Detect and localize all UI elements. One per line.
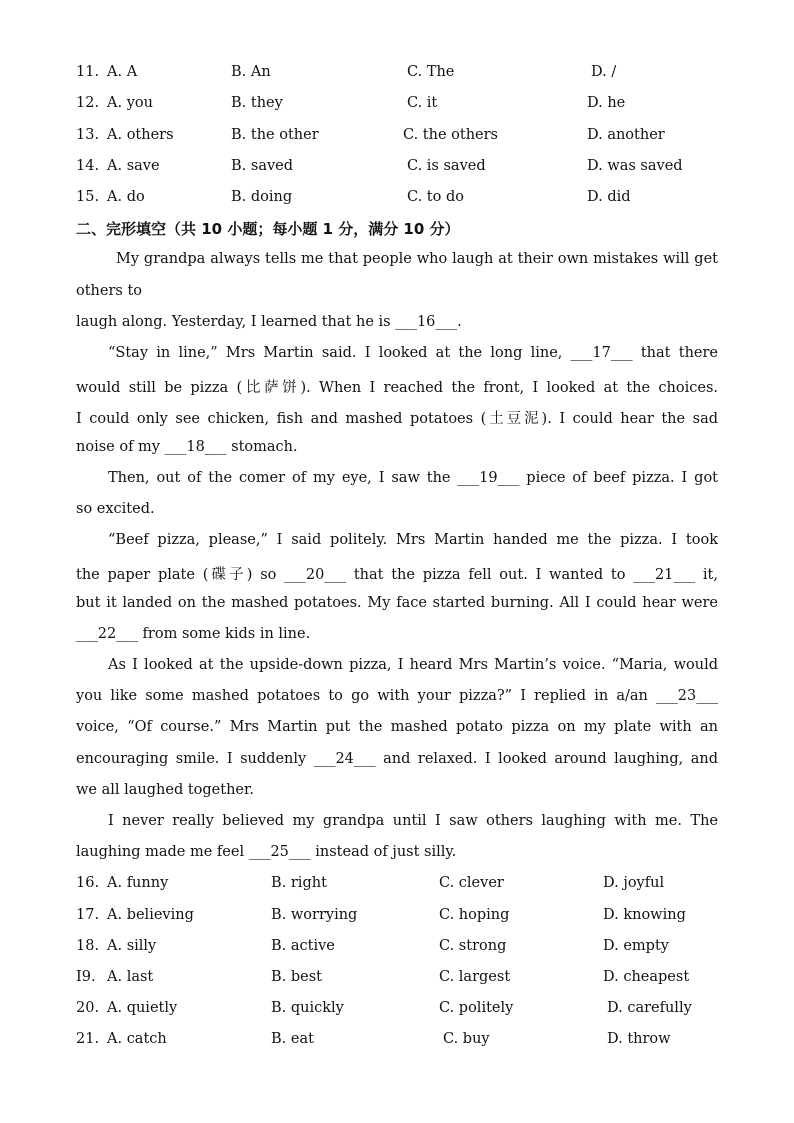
- option-d: D. joyful: [603, 875, 665, 891]
- question-15: [76, 189, 756, 211]
- option-a: A. last: [107, 969, 154, 985]
- option-d: D. another: [587, 127, 665, 143]
- option-d: D. empty: [603, 938, 669, 954]
- option-a: A. quietly: [107, 1000, 178, 1016]
- passage-line: we all laughed together.: [76, 782, 254, 798]
- passage-line: “Beef pizza, please,” I said politely. Mrs Martin handed me the pizza. I took: [108, 532, 718, 548]
- passage-line: you like some mashed potatoes to go with your pizza?” I replied in a/an ___23___: [76, 688, 718, 704]
- option-a: A. catch: [107, 1031, 167, 1047]
- option-a: A. A: [107, 64, 138, 80]
- option-c: C. The: [407, 64, 455, 80]
- option-a: A. silly: [107, 938, 157, 954]
- option-b: B. they: [231, 95, 283, 111]
- option-b: B. active: [271, 938, 335, 954]
- option-d: D. cheapest: [603, 969, 690, 985]
- option-b: B. eat: [271, 1031, 314, 1047]
- question-number: 20.: [76, 1000, 100, 1016]
- option-c: C. is saved: [407, 158, 486, 174]
- option-d: D. was saved: [587, 158, 683, 174]
- option-b: B. right: [271, 875, 327, 891]
- passage-line: As I looked at the upside-down pizza, I heard Mrs Martin’s voice. “Maria, would: [108, 657, 718, 673]
- question-19: [76, 969, 756, 991]
- option-d: D. carefully: [607, 1000, 692, 1016]
- option-b: B. worrying: [271, 907, 358, 923]
- option-c: C. the others: [403, 127, 499, 143]
- option-a: A. save: [107, 158, 160, 174]
- option-a: A. funny: [107, 875, 169, 891]
- question-21: [76, 1031, 756, 1053]
- question-number: 13.: [76, 127, 100, 143]
- option-b: B. best: [271, 969, 323, 985]
- passage-line: Then, out of the comer of my eye, I saw the ___19___ piece of beef pizza. I got: [108, 470, 718, 486]
- question-20: [76, 1000, 756, 1022]
- option-c: C. to do: [407, 189, 464, 205]
- option-b: B. quickly: [271, 1000, 344, 1016]
- question-17: [76, 907, 756, 929]
- option-a: A. others: [107, 127, 174, 143]
- question-number: 17.: [76, 907, 100, 923]
- question-number: 11.: [76, 64, 100, 80]
- question-number: 18.: [76, 938, 100, 954]
- passage-line: voice, “Of course.” Mrs Martin put the mashed potato pizza on my plate with an: [76, 719, 718, 735]
- passage-line: My grandpa always tells me that people who laugh at their own mistakes will get: [116, 251, 718, 267]
- question-number: 12.: [76, 95, 100, 111]
- option-c: C. buy: [443, 1031, 490, 1047]
- option-c: C. clever: [439, 875, 504, 891]
- passage-line: but it landed on the mashed potatoes. My face started burning. All I could hear were: [76, 595, 718, 611]
- passage-line: I never really believed my grandpa until I saw others laughing with me. The: [108, 813, 718, 829]
- passage-line: so excited.: [76, 501, 155, 517]
- question-13: [76, 127, 756, 149]
- question-number: 15.: [76, 189, 100, 205]
- option-c: C. politely: [439, 1000, 514, 1016]
- option-a: A. do: [107, 189, 145, 205]
- question-16: [76, 875, 756, 897]
- option-d: D. knowing: [603, 907, 686, 923]
- question-number: I9.: [76, 969, 96, 985]
- option-a: A. you: [107, 95, 153, 111]
- passage-line: noise of my ___18___ stomach.: [76, 439, 298, 455]
- question-18: [76, 938, 756, 960]
- passage-line: others to: [76, 283, 143, 299]
- option-b: B. An: [231, 64, 271, 80]
- passage-line: “Stay in line,” Mrs Martin said. I looked at the long line, ___17___ that there: [108, 345, 718, 361]
- passage-line: would still be pizza (比萨饼). When I reached the front, I looked at the choices.: [76, 380, 718, 396]
- option-b: B. saved: [231, 158, 294, 174]
- passage-line: encouraging smile. I suddenly ___24___ and relaxed. I looked around laughing, and: [76, 751, 718, 767]
- option-d: D. /: [591, 64, 617, 80]
- passage-line: the paper plate (碟子) so ___20___ that the pizza fell out. I wanted to ___21___ it,: [76, 567, 718, 583]
- option-d: D. he: [587, 95, 626, 111]
- question-number: 14.: [76, 158, 100, 174]
- option-c: C. largest: [439, 969, 511, 985]
- question-12: [76, 95, 756, 117]
- passage-line: ___22___ from some kids in line.: [76, 626, 311, 642]
- option-d: D. did: [587, 189, 631, 205]
- question-11: [76, 64, 756, 86]
- option-c: C. strong: [439, 938, 507, 954]
- option-b: B. doing: [231, 189, 293, 205]
- section-title: 二、完形填空（共 10 小题；每小题 1 分，满分 10 分）: [76, 220, 460, 238]
- option-c: C. it: [407, 95, 438, 111]
- option-a: A. believing: [107, 907, 194, 923]
- passage-line: laughing made me feel ___25___ instead of just silly.: [76, 844, 457, 860]
- option-b: B. the other: [231, 127, 319, 143]
- passage-line: I could only see chicken, fish and mashed potatoes (土豆泥). I could hear the sad: [76, 411, 718, 427]
- question-14: [76, 158, 756, 180]
- question-number: 21.: [76, 1031, 100, 1047]
- option-c: C. hoping: [439, 907, 510, 923]
- question-number: 16.: [76, 875, 100, 891]
- option-d: D. throw: [607, 1031, 671, 1047]
- passage-line: laugh along. Yesterday, I learned that he is ___16___.: [76, 314, 462, 330]
